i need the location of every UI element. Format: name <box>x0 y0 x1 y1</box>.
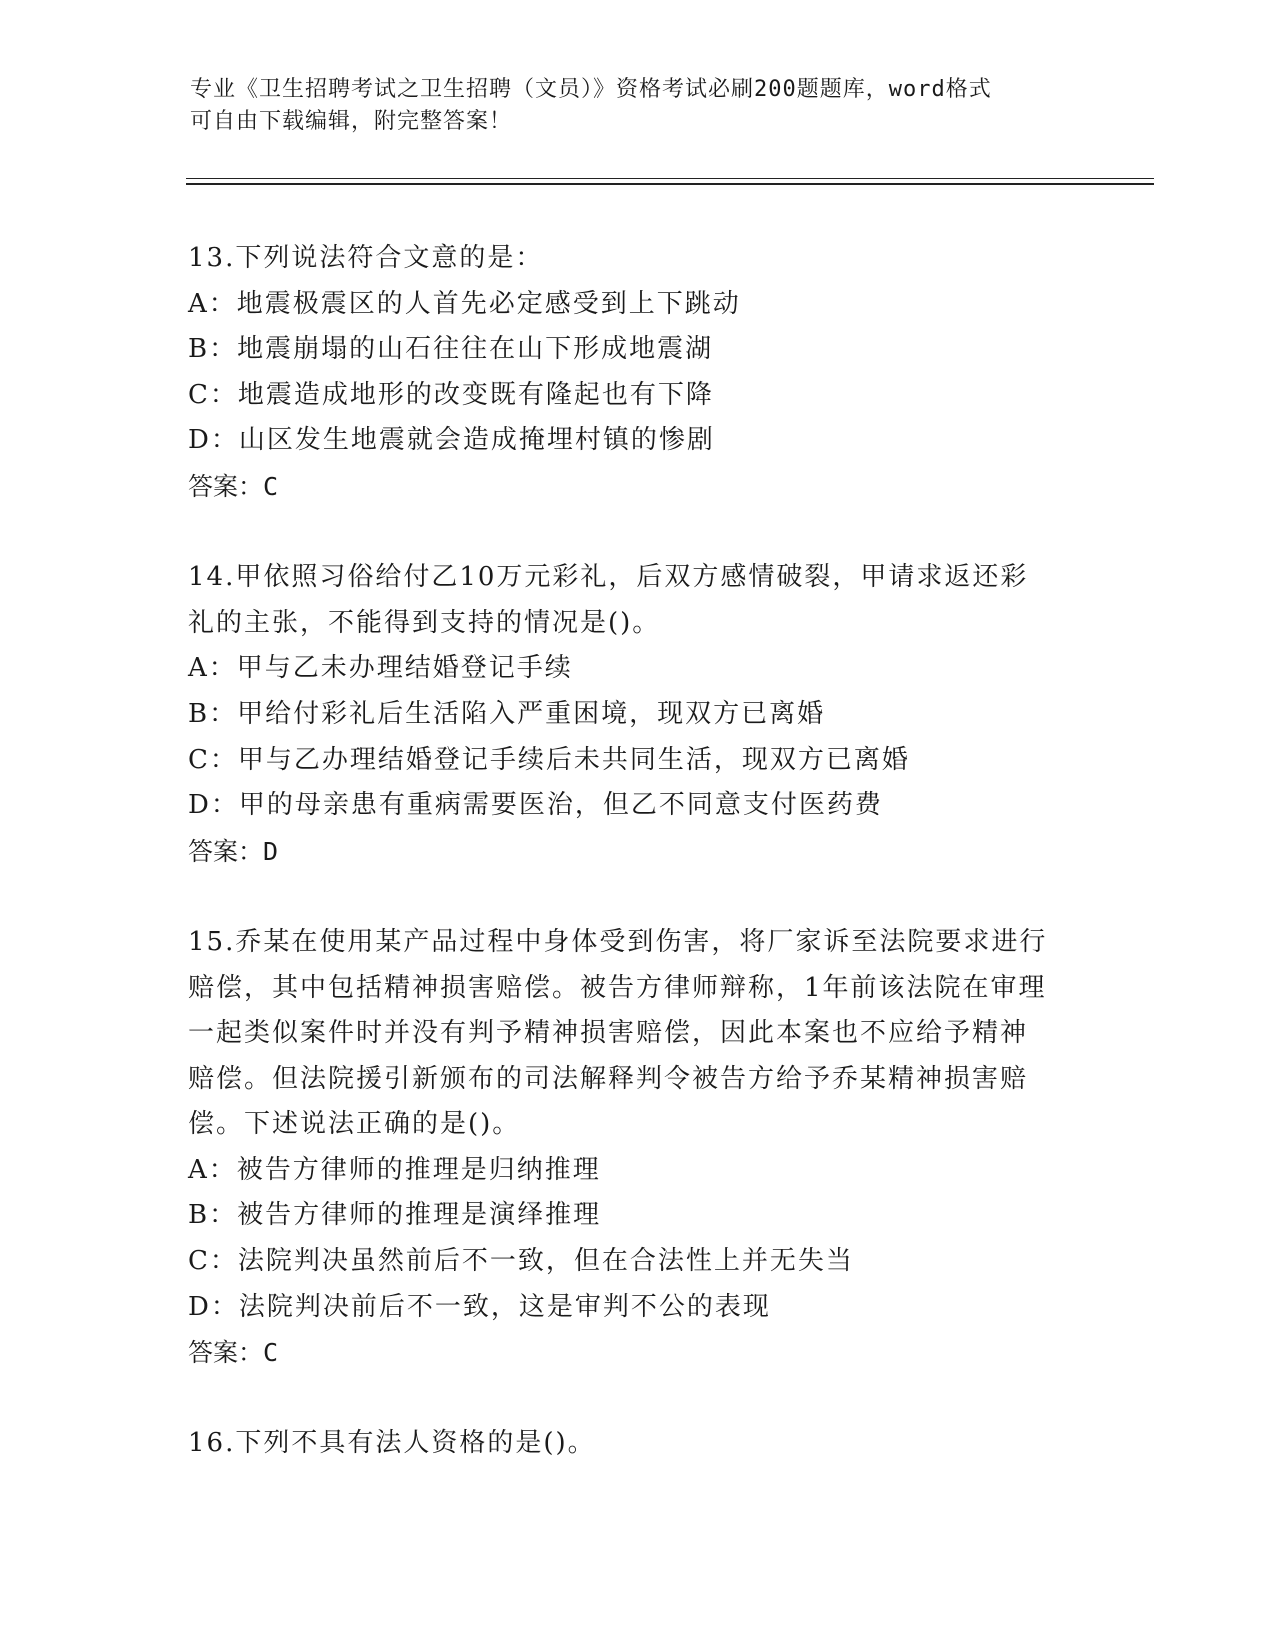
header-divider-thin <box>186 178 1154 179</box>
answer-label: 答案：D <box>188 836 279 866</box>
question-stem-line: 13.下列说法符合文意的是： <box>188 243 544 273</box>
header-divider-thick <box>186 183 1154 185</box>
question-spacer <box>188 874 1088 920</box>
option-b: B：甲给付彩礼后生活陷入严重困境，现双方已离婚 <box>188 698 826 729</box>
option-c: C：法院判决虽然前后不一致，但在合法性上并无失当 <box>188 1246 854 1277</box>
question-spacer <box>188 1376 1088 1422</box>
option-c: C：地震造成地形的改变既有隆起也有下降 <box>188 379 714 410</box>
question-stem-line: 礼的主张，不能得到支持的情况是()。 <box>188 607 661 638</box>
option-b: B：被告方律师的推理是演绎推理 <box>188 1200 602 1231</box>
header-line-1: 专业《卫生招聘考试之卫生招聘（文员）》资格考试必刷200题题库，word格式 <box>190 77 992 102</box>
question-1 <box>188 236 1088 510</box>
option-a: A：被告方律师的推理是归纳推理 <box>188 1154 601 1185</box>
header-line-2: 可自由下载编辑，附完整答案！ <box>190 109 513 134</box>
question-4 <box>188 1421 1088 1467</box>
question-stem-line: 偿。下述说法正确的是()。 <box>188 1109 521 1140</box>
question-stem-line: 赔偿。但法院援引新颁布的司法解释判令被告方给予乔某精神损害赔 <box>188 1063 1029 1094</box>
question-stem-line: 16.下列不具有法人资格的是()。 <box>188 1428 596 1459</box>
answer-label: 答案：C <box>188 1338 279 1368</box>
question-stem-line: 15.乔某在使用某产品过程中身体受到伤害，将厂家诉至法院要求进行 <box>188 926 1048 957</box>
question-stem-line: 一起类似案件时并没有判予精神损害赔偿，因此本案也不应给予精神 <box>188 1018 1029 1049</box>
option-c: C：甲与乙办理结婚登记手续后未共同生活，现双方已离婚 <box>188 744 910 775</box>
option-a: A：地震极震区的人首先必定感受到上下跳动 <box>188 288 741 319</box>
question-2 <box>188 555 1088 874</box>
option-a: A：甲与乙未办理结婚登记手续 <box>188 653 573 684</box>
option-d: D：山区发生地震就会造成掩埋村镇的惨剧 <box>188 425 715 456</box>
question-spacer <box>188 510 1088 556</box>
question-stem-line: 赔偿，其中包括精神损害赔偿。被告方律师辩称，1年前该法院在审理 <box>188 972 1047 1003</box>
option-d: D：法院判决前后不一致，这是审判不公的表现 <box>188 1291 771 1322</box>
question-stem-line: 14.甲依照习俗给付乙10万元彩礼，后双方感情破裂，甲请求返还彩 <box>188 562 1029 593</box>
question-3 <box>188 920 1088 1376</box>
option-d: D：甲的母亲患有重病需要医治，但乙不同意支付医药费 <box>188 790 883 821</box>
option-b: B：地震崩塌的山石往往在山下形成地震湖 <box>188 334 714 365</box>
question-list <box>188 236 1088 1467</box>
answer-label: 答案：C <box>188 471 279 501</box>
document-header <box>190 74 1090 138</box>
